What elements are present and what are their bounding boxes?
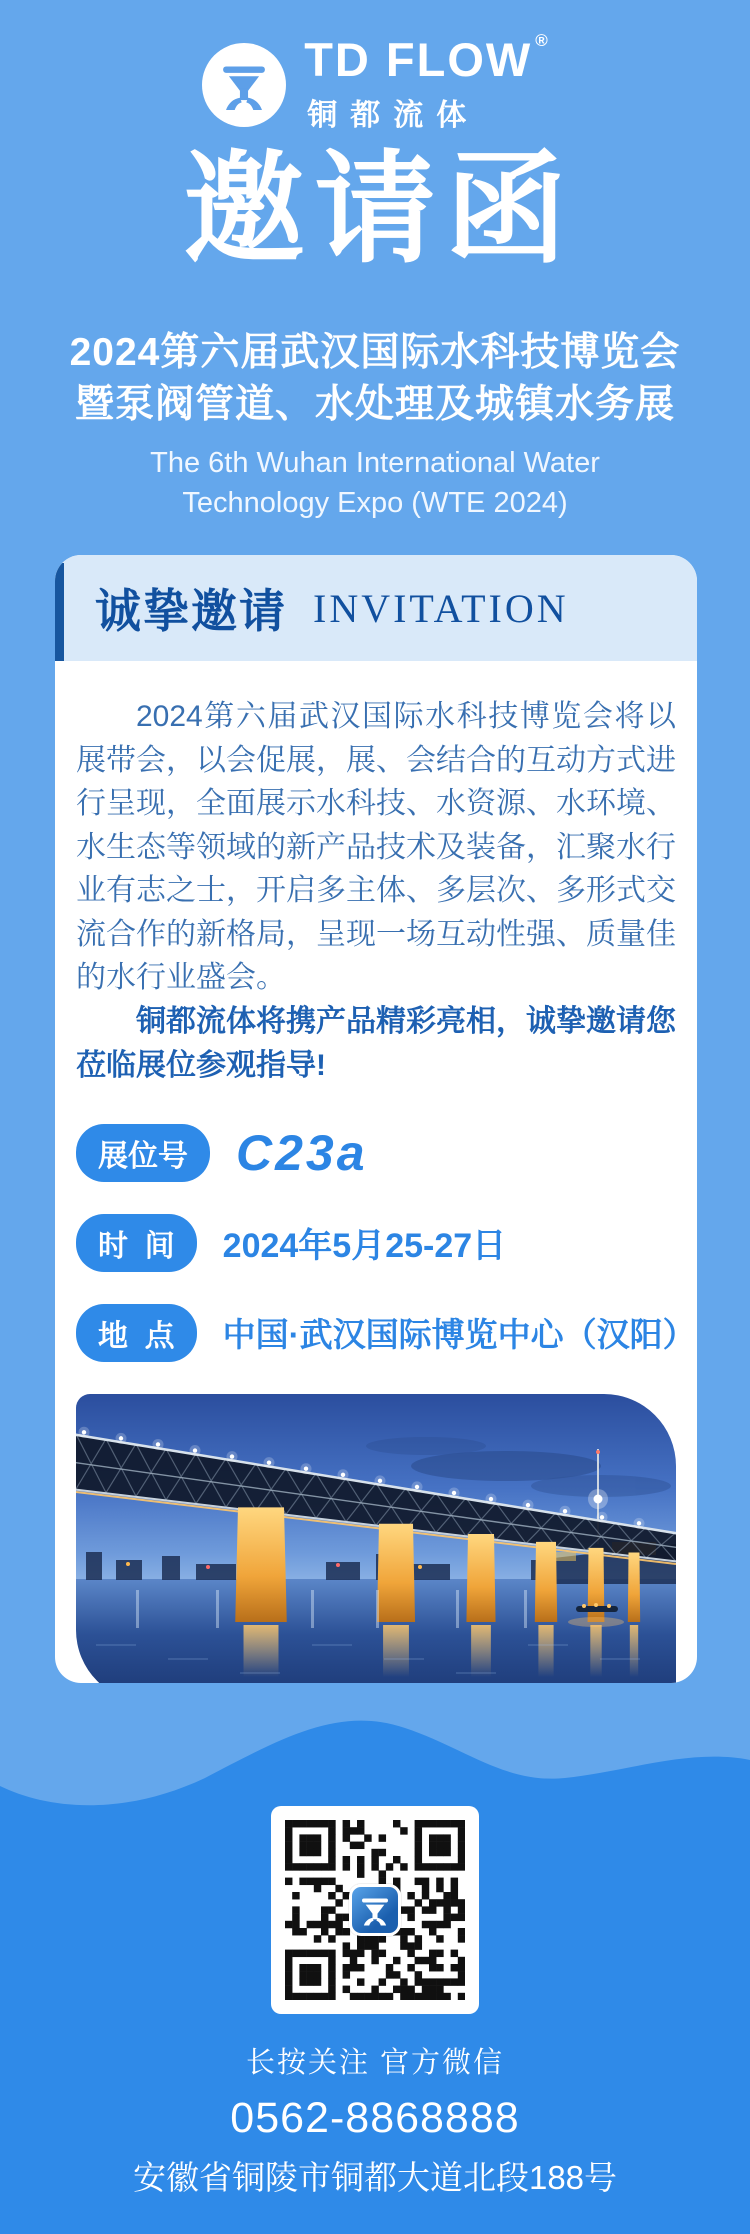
brand-name-en: TD FLOW	[304, 33, 533, 86]
intro-paragraph: 2024第六届武汉国际水科技博览会将以展带会，以会促展，展、会结合的互动方式进行呈现，全面展示水科技、水资源、水环境、水生态等领域的新产品技术及装备，汇聚水行业有志之士，开启多主体、多层次、多形式交流合作的新格局，呈现一场互动性强、质量佳的水行业盛会。	[76, 700, 676, 994]
card-body	[55, 661, 697, 1683]
card-header-en: INVITATION	[313, 585, 569, 631]
event-title-en-line2: Technology Expo (WTE 2024)	[182, 487, 568, 519]
info-row-date	[76, 1214, 676, 1272]
bridge-night-scene	[76, 1394, 676, 1684]
card-header	[55, 555, 697, 661]
event-title-cn	[0, 327, 750, 431]
event-info-list	[76, 1124, 696, 1362]
event-title-en	[0, 443, 750, 523]
event-title-en-line1: The 6th Wuhan International Water	[150, 447, 600, 479]
td-flow-glyph-icon	[215, 56, 273, 114]
invitation-card	[55, 555, 697, 1683]
event-title-cn-line1: 2024第六届武汉国际水科技博览会	[69, 331, 681, 374]
brand-name-row	[304, 31, 548, 86]
invitation-title: 邀请函	[183, 141, 577, 277]
date-value: 2024年5月25-27日	[222, 1227, 507, 1265]
booth-number-value: C23a	[236, 1124, 368, 1181]
venue-photo	[76, 1394, 676, 1684]
qr-caption: 长按关注 官方微信	[245, 2047, 505, 2079]
company-address: 安徽省铜陵市铜都大道北段188号	[132, 2159, 618, 2196]
booth-label-pill: 展位号	[76, 1124, 210, 1182]
brand-name-cn: 铜都流体	[307, 99, 480, 132]
event-title-cn-line2: 暨泵阀管道、水处理及城镇水务展	[74, 383, 675, 426]
card-header-cn: 诚挚邀请	[95, 585, 287, 637]
date-label-pill: 时 间	[76, 1214, 197, 1272]
qr-code[interactable]	[271, 1806, 479, 2014]
header-accent-bar	[55, 563, 64, 661]
qr-center-logo-icon	[349, 1884, 401, 1936]
venue-label-pill: 地 点	[76, 1304, 197, 1362]
info-row-booth	[76, 1124, 676, 1182]
registered-mark: ®	[535, 31, 548, 50]
info-row-venue	[76, 1304, 696, 1362]
venue-value: 中国·武汉国际博览中心（汉阳）	[222, 1316, 696, 1353]
highlight-paragraph: 铜都流体将携产品精彩亮相，诚挚邀请您莅临展位参观指导!	[76, 1004, 676, 1082]
phone-number: 0562-8868888	[230, 2094, 520, 2142]
